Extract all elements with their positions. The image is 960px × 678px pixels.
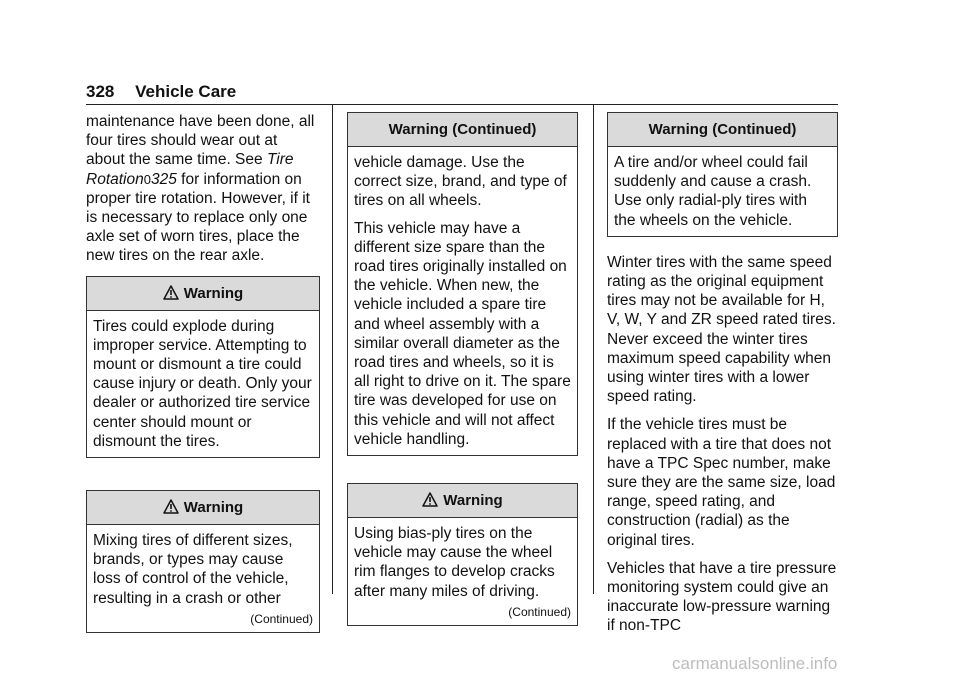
section-title: Vehicle Care bbox=[135, 82, 237, 101]
warning-box-continued bbox=[347, 112, 578, 456]
paragraph: Vehicles that have a tire pressure monitoring system could give an inaccurate low-pressure warning if non-TPC bbox=[607, 559, 837, 635]
column-divider-1 bbox=[332, 104, 333, 594]
column-2 bbox=[347, 112, 578, 626]
warning-body: Using bias-ply tires on the vehicle may cause the wheel rim flanges to develop cracks after many miles of driving. bbox=[354, 525, 555, 600]
tire-rotation-page-ref[interactable]: 325 bbox=[150, 170, 177, 188]
warning-header: Warning (Continued) bbox=[348, 113, 577, 147]
warning-body: Mixing tires of different sizes, brands, or types may cause loss of control of the vehicle, resulting in a crash or other bbox=[93, 532, 293, 607]
warning-paragraph: This vehicle may have a different size spare than the road tires originally installed on the vehicle. When new, the vehicle included a spare tire and wheel assembly with a similar overall diameter as the road tires and wheels, so it is all right to drive on it. The spare tire was developed for use on this vehicle and will not affect vehicle handling. bbox=[354, 219, 571, 448]
warning-box-bias-ply bbox=[347, 483, 578, 626]
warning-box-explode bbox=[86, 276, 320, 458]
page-number: 328 bbox=[86, 82, 115, 101]
warning-body: A tire and/or wheel could fail suddenly and cause a crash. Use only radial-ply tires with the wheels on the vehicle. bbox=[614, 154, 812, 229]
header-rule bbox=[86, 104, 838, 105]
warning-box-continued bbox=[607, 112, 838, 237]
tire-rotation-link[interactable]: Tire Rotation bbox=[86, 151, 294, 188]
page-header bbox=[86, 82, 236, 102]
column-1 bbox=[86, 112, 320, 633]
page-ref-arrow-icon: 0 bbox=[143, 171, 151, 187]
warning-title: Warning bbox=[443, 492, 503, 510]
warning-header bbox=[348, 484, 577, 518]
warning-triangle-icon bbox=[422, 486, 438, 519]
warning-triangle-icon bbox=[163, 493, 179, 526]
warning-header bbox=[87, 277, 319, 311]
column-divider-2 bbox=[593, 104, 594, 594]
warning-box-mixing bbox=[86, 490, 320, 633]
paragraph: Winter tires with the same speed rating as the original equipment tires may not be available for H, V, W, Y and ZR speed rated tires. Never exceed the winter tires maximum speed capability when using winter tires with a lower speed rating. bbox=[607, 253, 836, 406]
warning-title: Warning bbox=[183, 284, 244, 302]
column-3 bbox=[607, 112, 838, 645]
warning-body: Tires could explode during improper service. Attempting to mount or dismount a tire could cause injury or death. Only your dealer or authorized tire service center should mount or dismount the tires. bbox=[93, 317, 312, 450]
intro-paragraph: maintenance have been done, all four tires should wear out at about the same time. See Tire Rotation0325 for information on proper tire rotation. However, if it is necessary to replace only one axle set of worn tires, place the new tires on the rear axle. bbox=[86, 113, 315, 265]
paragraph: If the vehicle tires must be replaced with a tire that does not have a TPC Spec number, make sure they are the same size, load range, speed rating, and construction (radial) as the original tires. bbox=[607, 416, 836, 549]
continued-label: (Continued) bbox=[508, 604, 571, 619]
warning-header bbox=[87, 491, 319, 525]
warning-triangle-icon bbox=[163, 279, 179, 312]
warning-title: Warning bbox=[183, 499, 244, 517]
watermark: carmanualsonline.info bbox=[672, 654, 838, 673]
warning-header: Warning (Continued) bbox=[608, 113, 837, 147]
warning-paragraph: vehicle damage. Use the correct size, brand, and type of tires on all wheels. bbox=[354, 154, 567, 210]
continued-label: (Continued) bbox=[250, 611, 313, 626]
